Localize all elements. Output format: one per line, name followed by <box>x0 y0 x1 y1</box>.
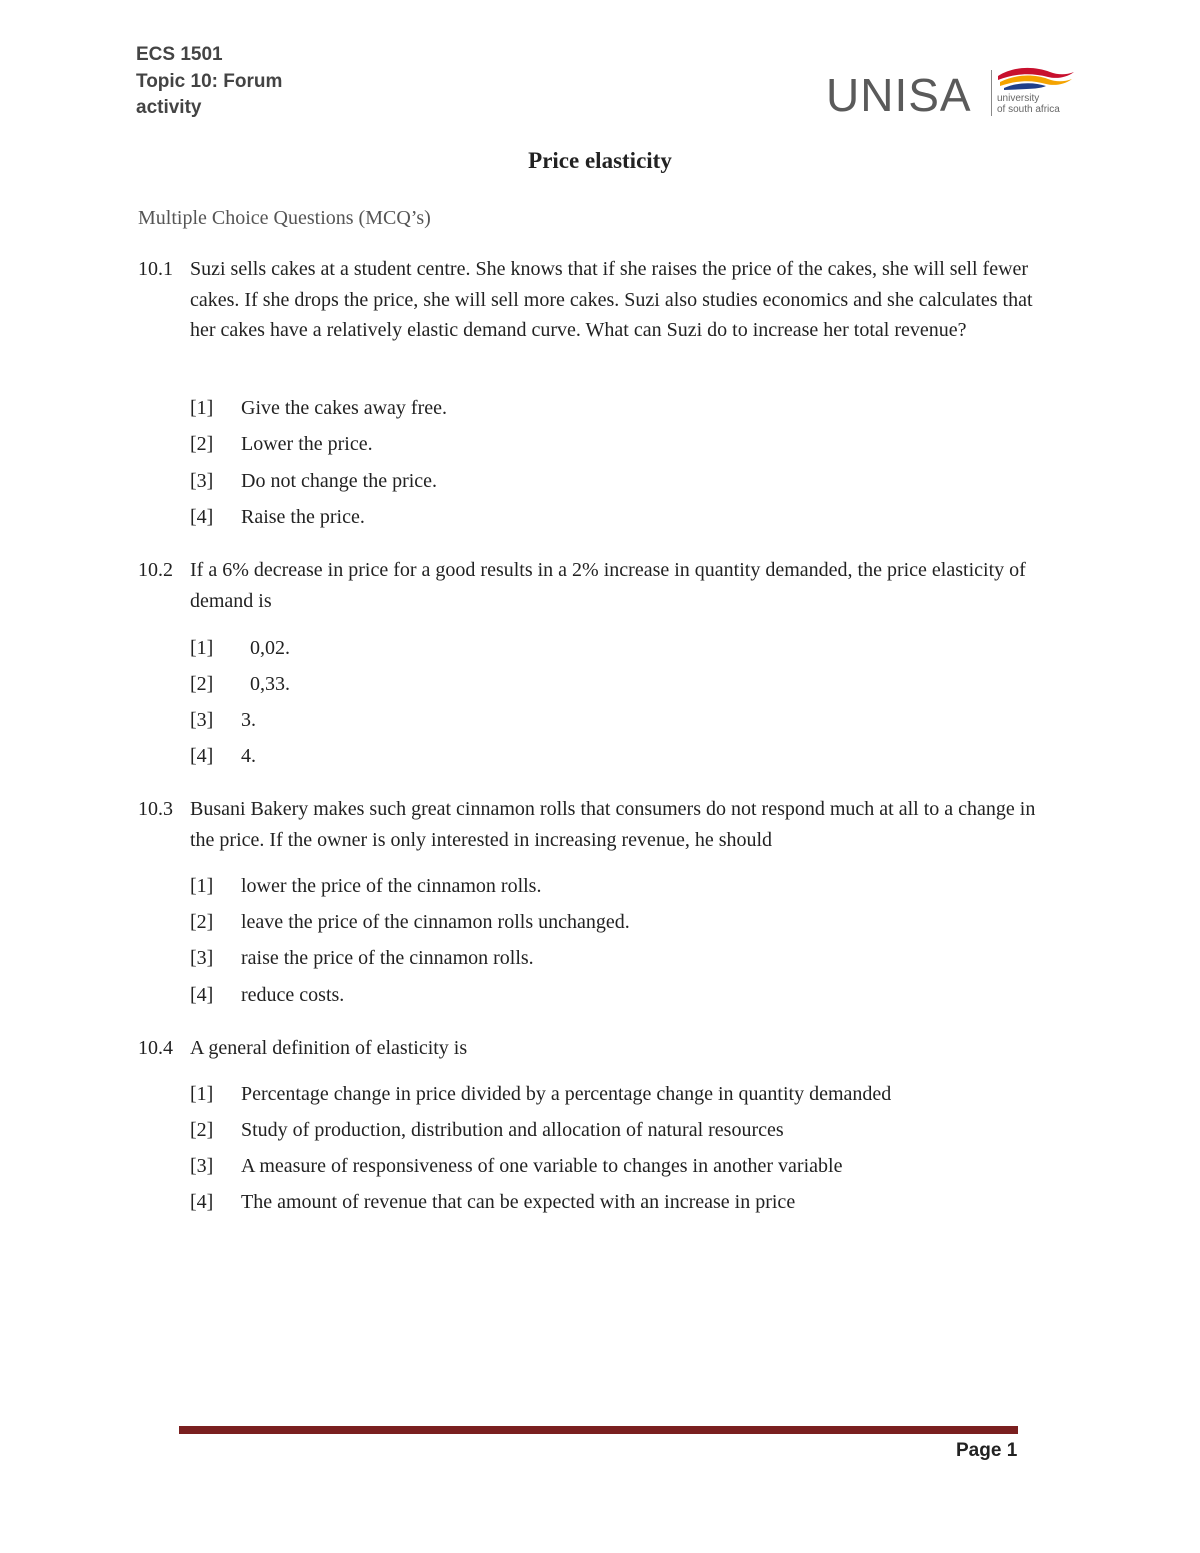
option-bracket: [2] <box>190 911 214 933</box>
answer-option <box>190 743 256 769</box>
option-bracket: [2] <box>190 673 214 695</box>
option-bracket: [4] <box>190 1191 214 1213</box>
logo-wordmark: UNISA <box>826 69 972 121</box>
page-title: Price elasticity <box>528 148 672 173</box>
option-text: 4. <box>241 745 256 767</box>
option-text: leave the price of the cinnamon rolls unchanged. <box>241 911 630 933</box>
topic-line-1: Topic 10: Forum <box>136 70 283 92</box>
section-subtitle: Multiple Choice Questions (MCQ’s) <box>138 207 431 229</box>
option-bracket: [1] <box>190 397 214 419</box>
logo-sub-line-1: university <box>997 93 1040 104</box>
option-bracket: [4] <box>190 745 214 767</box>
question-text: Suzi sells cakes at a student centre. She knows that if she raises the price of the cakes, she will sell fewer cakes. If she drops the price, she will sell more cakes. Suzi also studies economics and she calculates that her cakes have a relatively elastic demand curve. What can Suzi do to increase her total revenue? <box>190 258 1033 341</box>
answer-option <box>190 671 290 697</box>
question-number: 10.4 <box>138 1037 173 1059</box>
logo-sub-line-2: of south africa <box>997 104 1060 115</box>
option-text: 0,02. <box>250 637 290 659</box>
answer-option <box>190 707 256 733</box>
option-bracket: [4] <box>190 984 214 1006</box>
answer-option <box>190 909 630 935</box>
page-number: Page 1 <box>956 1440 1018 1461</box>
option-text: raise the price of the cinnamon rolls. <box>241 947 534 969</box>
option-text: Raise the price. <box>241 506 365 528</box>
option-text: lower the price of the cinnamon rolls. <box>241 875 542 897</box>
option-bracket: [3] <box>190 470 214 492</box>
option-text: A measure of responsiveness of one variable to changes in another variable <box>241 1155 843 1177</box>
question-number: 10.3 <box>138 798 173 820</box>
option-bracket: [3] <box>190 947 214 969</box>
answer-option <box>190 873 541 899</box>
answer-option <box>190 504 365 530</box>
option-text: Percentage change in price divided by a percentage change in quantity demanded <box>241 1083 892 1105</box>
logo-subtext <box>997 94 1060 116</box>
question-text: A general definition of elasticity is <box>190 1037 468 1059</box>
answer-option <box>190 431 373 457</box>
answer-option <box>190 1081 891 1107</box>
option-text: Lower the price. <box>241 433 373 455</box>
question-number: 10.1 <box>138 258 173 280</box>
answer-option <box>190 982 344 1008</box>
unisa-logo <box>826 60 1076 122</box>
logo-divider <box>991 70 992 116</box>
footer-divider <box>179 1426 1018 1434</box>
answer-option <box>190 468 437 494</box>
option-bracket: [3] <box>190 1155 214 1177</box>
option-text: reduce costs. <box>241 984 345 1006</box>
option-bracket: [2] <box>190 1119 214 1141</box>
option-text: The amount of revenue that can be expected with an increase in price <box>241 1191 796 1213</box>
logo-swoosh-icon <box>994 64 1076 92</box>
question-text: Busani Bakery makes such great cinnamon rolls that consumers do not respond much at all to a change in the price. If the owner is only interested in increasing revenue, he should <box>190 798 1036 851</box>
option-bracket: [2] <box>190 433 214 455</box>
course-code: ECS 1501 <box>136 44 223 65</box>
answer-option <box>190 1189 795 1215</box>
answer-option <box>190 635 290 661</box>
option-bracket: [4] <box>190 506 214 528</box>
option-bracket: [1] <box>190 1083 214 1105</box>
answer-option <box>190 1153 842 1179</box>
option-text: 3. <box>241 709 256 731</box>
question-text: If a 6% decrease in price for a good results in a 2% increase in quantity demanded, the price elasticity of demand is <box>190 559 1026 612</box>
header-course-info <box>136 42 282 122</box>
option-text: Do not change the price. <box>241 470 438 492</box>
option-bracket: [1] <box>190 875 214 897</box>
answer-option <box>190 945 534 971</box>
option-bracket: [3] <box>190 709 214 731</box>
topic-line-2: activity <box>136 97 202 118</box>
question-number: 10.2 <box>138 559 173 581</box>
option-text: 0,33. <box>250 673 290 695</box>
option-text: Study of production, distribution and allocation of natural resources <box>241 1119 784 1141</box>
answer-option <box>190 1117 784 1143</box>
option-bracket: [1] <box>190 637 214 659</box>
answer-option <box>190 395 447 421</box>
option-text: Give the cakes away free. <box>241 397 447 419</box>
